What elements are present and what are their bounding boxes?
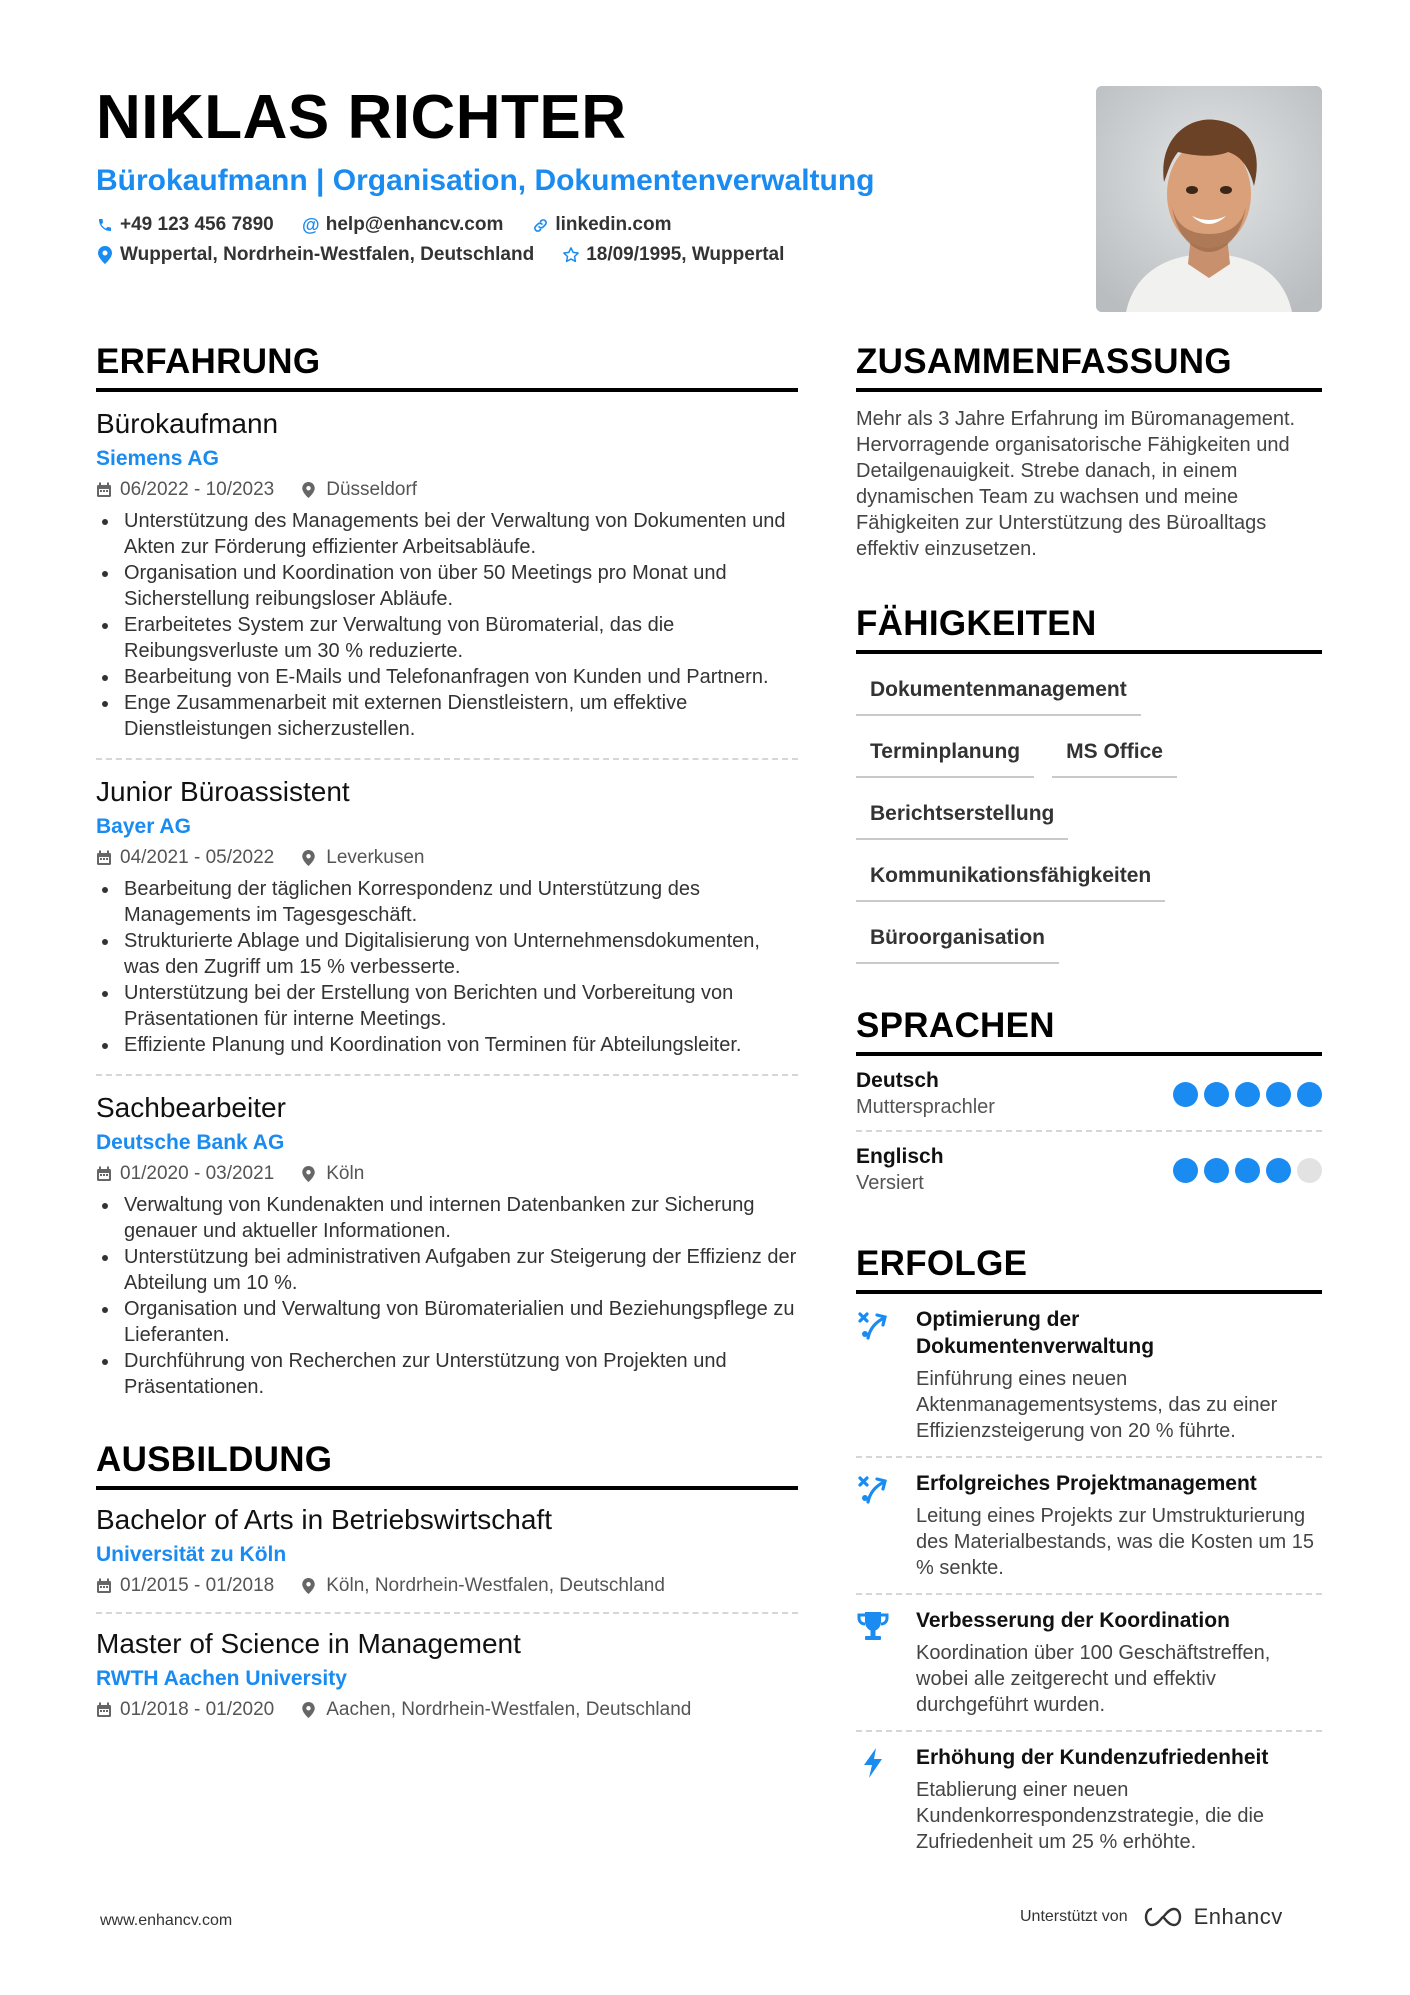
achievement-desc: Koordination über 100 Geschäftstreffen, wobei alle zeitgerecht und effektiv durchgeführt wurden. [916,1642,1271,1716]
language-rating [1173,1082,1322,1107]
rating-dot-filled [1235,1158,1260,1183]
language-level: Muttersprachler [856,1096,995,1118]
skill-tag: Terminplanung [856,730,1034,778]
job-dates: 06/2022 - 10/2023 [120,479,275,500]
language-item [856,1056,1322,1132]
skill-tag: Berichtserstellung [856,792,1068,840]
education-entry [96,1490,798,1614]
achievement-item [856,1595,1322,1732]
education-dates: 01/2015 - 01/2018 [120,1575,275,1596]
education-location: Köln, Nordrhein-Westfalen, Deutschland [326,1575,665,1596]
achievement-desc: Einführung eines neuen Aktenmanagementsystems, das zu einer Effizienzsteigerung von 20 % führte. [916,1368,1278,1442]
location-pin-icon [302,1578,318,1594]
rating-dot-empty [1297,1158,1322,1183]
bullet-item: Organisation und Koordination von über 50 Meetings pro Monat und Sicherstellung reibungsloser Abläufe. [96,560,798,612]
calendar-icon [96,1166,112,1182]
lightning-icon [856,1744,916,1855]
skill-tag: MS Office [1052,730,1177,778]
rating-dot-filled [1297,1082,1322,1107]
education-location: Aachen, Nordrhein-Westfalen, Deutschland [326,1699,692,1720]
left-column [96,340,798,1736]
skill-tag: Büroorganisation [856,916,1059,964]
achievement-item [856,1458,1322,1595]
phone-icon [96,216,114,234]
candidate-headline: Bürokaufmann | Organisation, Dokumentenverwaltung [96,164,875,197]
achievement-item [856,1732,1322,1867]
degree: Bachelor of Arts in Betriebswirtschaft [96,1504,552,1535]
calendar-icon [96,1702,112,1718]
bullet-item: Durchführung von Recherchen zur Unterstützung von Projekten und Präsentationen. [96,1348,798,1400]
location-pin-icon [302,482,318,498]
contact-location [96,242,534,268]
contact-phone[interactable] [96,212,274,238]
enhancv-logo-icon [1140,1905,1186,1929]
contact-linkedin[interactable] [531,212,671,238]
language-name: Deutsch [856,1069,939,1092]
job-role: Bürokaufmann [96,408,279,439]
achievement-item [856,1294,1322,1458]
job-meta [96,476,798,504]
job-location: Leverkusen [326,847,425,868]
skill-tag: Kommunikationsfähigkeiten [856,854,1165,902]
calendar-icon [96,850,112,866]
contact-email[interactable] [302,212,504,238]
job-location: Köln [326,1163,365,1184]
footer-website[interactable]: www.enhancv.com [100,1912,233,1929]
strategy-icon [856,1306,916,1444]
achievement-title: Verbesserung der Koordination [916,1609,1230,1632]
bullet-item: Bearbeitung der täglichen Korrespondenz und Unterstützung des Managements im Tagesgeschäft. [96,876,798,928]
experience-entry [96,1076,798,1416]
powered-by-text: Unterstützt von [1020,1908,1128,1925]
email-text: help@enhancv.com [325,214,504,235]
job-role: Junior Büroassistent [96,776,350,807]
job-meta [96,844,798,872]
footer-branding[interactable] [1020,1904,1283,1930]
experience-entry [96,392,798,760]
at-icon: @ [301,215,320,235]
linkedin-text: linkedin.com [555,214,672,235]
achievement-desc: Etablierung einer neuen Kundenkorrespondenzstrategie, die die Zufriedenheit um 25 % erhöhte. [916,1779,1265,1853]
language-level: Versiert [856,1172,924,1194]
summary-text: Mehr als 3 Jahre Erfahrung im Büromanagement. Hervorragende organisatorische Fähigkeiten und Detailgenauigkeit. Strebe danach, in einem dynamischen Team zu wachsen und meine Fähigkeiten zur Unterstützung des Büroalltags effektiv einzusetzen. [856,408,1296,560]
job-company: Deutsche Bank AG [96,1131,285,1154]
language-item [856,1132,1322,1206]
education-entry [96,1614,798,1736]
candidate-name: NIKLAS RICHTER [96,83,627,152]
location-pin-icon [96,246,114,264]
location-pin-icon [302,1702,318,1718]
education-title: AUSBILDUNG [96,1438,798,1490]
job-bullets [96,508,798,742]
education-meta [96,1572,798,1600]
job-dates: 04/2021 - 05/2022 [120,847,275,868]
bullet-item: Unterstützung bei administrativen Aufgaben zur Steigerung der Effizienz der Abteilung um 10 %. [96,1244,798,1296]
job-location: Düsseldorf [326,479,418,500]
summary-title: ZUSAMMENFASSUNG [856,340,1322,392]
contact-info [96,212,996,268]
bullet-item: Organisation und Verwaltung von Büromaterialien und Beziehungspflege zu Lieferanten. [96,1296,798,1348]
skills-title: FÄHIGKEITEN [856,602,1322,654]
location-pin-icon [302,850,318,866]
school: Universität zu Köln [96,1543,287,1566]
achievement-title: Erfolgreiches Projektmanagement [916,1472,1257,1495]
calendar-icon [96,1578,112,1594]
location-text: Wuppertal, Nordrhein-Westfalen, Deutschland [120,244,535,265]
bullet-item: Bearbeitung von E-Mails und Telefonanfragen von Kunden und Partnern. [96,664,798,690]
achievement-desc: Leitung eines Projekts zur Umstrukturierung des Materialbestands, was die Kosten um 15 % senkte. [916,1505,1314,1579]
language-name: Englisch [856,1145,944,1168]
bullet-item: Enge Zusammenarbeit mit externen Dienstleistern, um effektive Dienstleistungen sicherzustellen. [96,690,798,742]
job-bullets [96,876,798,1058]
skill-tag: Dokumentenmanagement [856,668,1141,716]
rating-dot-filled [1173,1082,1198,1107]
rating-dot-filled [1235,1082,1260,1107]
experience-entry [96,760,798,1076]
bullet-item: Verwaltung von Kundenakten und internen Datenbanken zur Sicherung genauer und aktueller Informationen. [96,1192,798,1244]
job-company: Bayer AG [96,815,191,838]
trophy-icon [856,1607,916,1718]
bullet-item: Effiziente Planung und Koordination von Terminen für Abteilungsleiter. [96,1032,798,1058]
resume-header [96,82,1076,268]
bullet-item: Erarbeitetes System zur Verwaltung von Büromaterial, das die Reibungsverluste um 30 % reduzierte. [96,612,798,664]
degree: Master of Science in Management [96,1628,521,1659]
language-rating [1173,1158,1322,1183]
calendar-icon [96,482,112,498]
rating-dot-filled [1204,1082,1229,1107]
achievement-title: Erhöhung der Kundenzufriedenheit [916,1746,1269,1769]
link-icon [531,216,549,234]
job-role: Sachbearbeiter [96,1092,286,1123]
birth-text: 18/09/1995, Wuppertal [586,244,785,265]
rating-dot-filled [1173,1158,1198,1183]
job-dates: 01/2020 - 03/2021 [120,1163,275,1184]
education-dates: 01/2018 - 01/2020 [120,1699,275,1720]
star-icon [562,246,580,264]
languages-title: SPRACHEN [856,1004,1322,1056]
bullet-item: Strukturierte Ablage und Digitalisierung von Unternehmensdokumenten, was den Zugriff um 15 % verbesserte. [96,928,798,980]
job-meta [96,1160,798,1188]
experience-title: ERFAHRUNG [96,340,798,392]
contact-birth [562,242,784,268]
job-bullets [96,1192,798,1400]
bullet-item: Unterstützung bei der Erstellung von Berichten und Vorbereitung von Präsentationen für interne Meetings. [96,980,798,1032]
right-column [856,340,1322,1867]
achievement-title: Optimierung der Dokumentenverwaltung [916,1308,1155,1358]
brand-name: Enhancv [1193,1904,1283,1929]
skills-list [856,668,1322,964]
profile-photo [1096,86,1322,312]
rating-dot-filled [1266,1082,1291,1107]
rating-dot-filled [1266,1158,1291,1183]
phone-text: +49 123 456 7890 [120,214,274,235]
job-company: Siemens AG [96,447,219,470]
rating-dot-filled [1204,1158,1229,1183]
achievements-title: ERFOLGE [856,1242,1322,1294]
location-pin-icon [302,1166,318,1182]
strategy-icon [856,1470,916,1581]
school: RWTH Aachen University [96,1667,347,1690]
education-meta [96,1696,798,1724]
bullet-item: Unterstützung des Managements bei der Verwaltung von Dokumenten und Akten zur Förderung effizienter Arbeitsabläufe. [96,508,798,560]
